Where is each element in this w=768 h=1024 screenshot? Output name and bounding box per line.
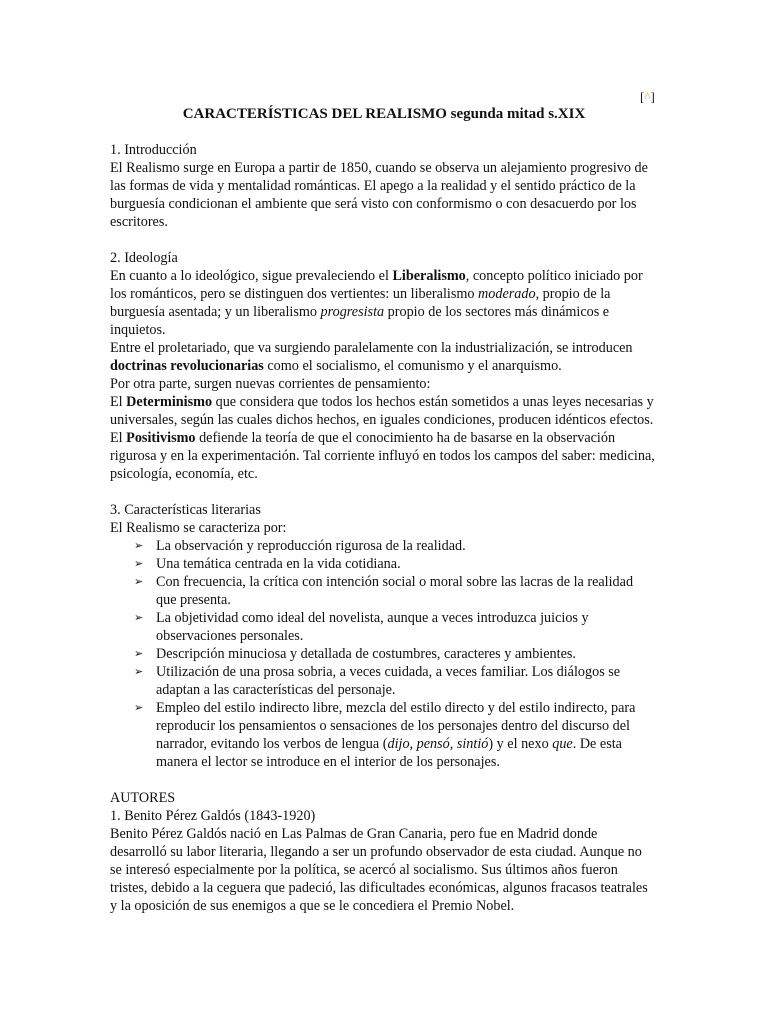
list-item-text: Con frecuencia, la crítica con intención social o moral sobre las lacras de la realidad que presenta. xyxy=(156,574,634,608)
paragraph xyxy=(110,429,656,483)
list-item xyxy=(110,537,656,555)
section-introduccion xyxy=(110,141,656,231)
paragraph: Por otra parte, surgen nuevas corrientes de pensamiento: xyxy=(110,376,431,392)
paragraph: El Realismo se caracteriza por: xyxy=(110,520,287,536)
list-item xyxy=(110,699,656,771)
document-body xyxy=(110,141,656,915)
text-run: defiende la teoría de que el conocimiento ha de basarse en la observación rigurosa y en la experimentación. Tal corriente influyó en todos los campos del saber: medicina, psicología, economía, etc. xyxy=(110,430,655,482)
document-title: CARACTERÍSTICAS DEL REALISMO segunda mitad s.XIX xyxy=(182,106,586,122)
paragraph: Benito Pérez Galdós nació en Las Palmas de Gran Canaria, pero fue en Madrid donde desarrolló su labor literaria, llegando a ser un profundo observador de esta ciudad. Aunque no se interesó especialmente por la política, se acercó al socialismo. Sus últimos años fueron tristes, debido a la ceguera que padeció, las dificultades económicas, algunos fracasos teatrales y la oposición de sus enemigos a que se le concediera el Premio Nobel. xyxy=(110,826,648,914)
list-item xyxy=(110,573,656,609)
arrow-bullet-icon: ➢ xyxy=(134,611,144,624)
bold-term: doctrinas revolucionarias xyxy=(110,358,264,374)
arrow-bullet-icon: ➢ xyxy=(134,701,144,714)
section-heading: 1. Introducción xyxy=(110,142,197,158)
italic-term: moderado xyxy=(478,286,536,302)
section-heading: 3. Características literarias xyxy=(110,502,261,518)
arrow-bullet-icon: ➢ xyxy=(134,539,144,552)
backlink-close-bracket: ] xyxy=(650,89,655,104)
text-run: , propio de la burguesía asentada; y un liberalismo xyxy=(110,286,611,320)
list-item xyxy=(110,609,656,645)
paragraph xyxy=(110,393,656,429)
text-run: , concepto político iniciado por los románticos, pero se distinguen dos vertientes: un liberalismo xyxy=(110,268,643,302)
section-heading: 2. Ideología xyxy=(110,250,178,266)
characteristics-list xyxy=(110,537,656,771)
section-ideologia xyxy=(110,249,656,483)
list-item-text: La objetividad como ideal del novelista, aunque a veces introduzca juicios y observaciones personales. xyxy=(156,610,589,644)
list-item xyxy=(110,663,656,699)
arrow-bullet-icon: ➢ xyxy=(134,557,144,570)
italic-term: dijo, pensó, sintió xyxy=(387,736,489,752)
arrow-bullet-icon: ➢ xyxy=(134,575,144,588)
text-run: Entre el proletariado, que va surgiendo paralelamente con la industrialización, se introducen xyxy=(110,340,633,356)
section-autores xyxy=(110,789,656,915)
list-item-text: Una temática centrada en la vida cotidiana. xyxy=(156,556,401,572)
list-item-text: La observación y reproducción rigurosa de la realidad. xyxy=(156,538,466,554)
text-run: ) y el nexo xyxy=(488,736,553,752)
text-run: . De esta manera el lector se introduce en el interior de los personajes. xyxy=(156,736,622,770)
italic-term: que xyxy=(552,736,573,752)
arrow-bullet-icon: ➢ xyxy=(134,647,144,660)
paragraph: El Realismo surge en Europa a partir de 1850, cuando se observa un alejamiento progresivo de las formas de vida y mentalidad románticas. El apego a la realidad y el sentido práctico de la burguesía condicionan el ambiente que será visto con conformismo o con desacuerdo por los escritores. xyxy=(110,160,648,230)
section-caracteristicas-literarias xyxy=(110,501,656,771)
text-run: El xyxy=(110,430,127,446)
text-run: como el socialismo, el comunismo y el anarquismo. xyxy=(263,358,562,374)
paragraph xyxy=(110,339,656,375)
text-run: que considera que todos los hechos están sometidos a unas leyes necesarias y universales, según las cuales dichos hechos, en iguales condiciones, producen idénticos efectos. xyxy=(110,394,654,428)
list-item xyxy=(110,555,656,573)
text-run: El xyxy=(110,394,127,410)
author-heading: 1. Benito Pérez Galdós (1843-1920) xyxy=(110,808,316,824)
back-to-top-link[interactable] xyxy=(640,88,655,106)
list-item-text: Descripción minuciosa y detallada de costumbres, caracteres y ambientes. xyxy=(156,646,576,662)
caret-up-icon[interactable]: ^ xyxy=(644,89,651,104)
arrow-bullet-icon: ➢ xyxy=(134,665,144,678)
text-run: propio de los sectores más dinámicos e inquietos. xyxy=(110,304,610,338)
section-heading: AUTORES xyxy=(110,790,176,806)
paragraph xyxy=(110,267,656,339)
text-run: En cuanto a lo ideológico, sigue prevaleciendo el xyxy=(110,268,393,284)
bold-term: Determinismo xyxy=(126,394,213,410)
bold-term: Positivismo xyxy=(126,430,196,446)
italic-term: progresista xyxy=(320,304,385,320)
backlink-open-bracket: [ xyxy=(640,89,645,104)
bold-term: Liberalismo xyxy=(392,268,466,284)
list-item-text: Utilización de una prosa sobria, a veces cuidada, a veces familiar. Los diálogos se adaptan a las características del personaje. xyxy=(156,664,621,698)
list-item xyxy=(110,645,656,663)
text-run: Empleo del estilo indirecto libre, mezcla del estilo directo y del estilo indirecto, para reproducir los pensamientos o sensaciones de los personajes dentro del discurso del narrador, evitando los verbos de lengua ( xyxy=(156,700,636,752)
